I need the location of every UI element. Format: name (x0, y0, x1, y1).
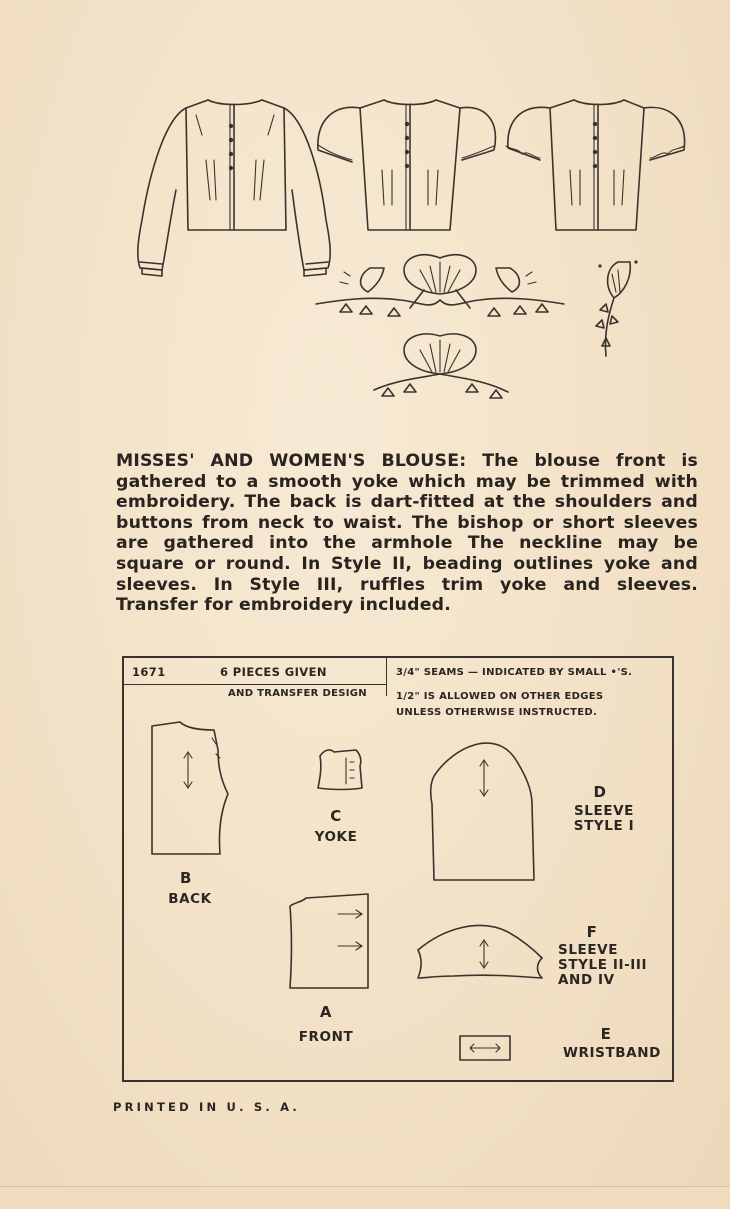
printed-in-usa: PRINTED IN U. S. A. (113, 1100, 300, 1114)
yoke-letter: C (330, 807, 342, 825)
blouse-style-i-back-view (138, 100, 330, 276)
back-label: BACK (168, 891, 212, 907)
embroidery-motif-top (316, 255, 564, 316)
blouse-style-ii-back-view (318, 100, 496, 230)
piece-sleeve-style-ii-iii-diagram (418, 926, 542, 978)
sleeve-style-ii-iii-letter: F (586, 923, 598, 941)
wristband-label: WRISTBAND (563, 1045, 661, 1061)
pattern-piece-diagrams (124, 658, 676, 1084)
piece-yoke-diagram (318, 750, 362, 790)
sleeve-style-i-letter: D (593, 783, 607, 801)
front-label: FRONT (298, 1029, 354, 1045)
piece-back-diagram (152, 722, 228, 854)
sleeve-style-i-label-line-2: STYLE I (573, 818, 635, 834)
envelope-bottom-edge (0, 1186, 730, 1209)
sleeve-style-ii-iii-label-line-1: SLEEVE (558, 942, 619, 958)
transfer-design: AND TRANSFER DESIGN (228, 688, 367, 699)
embroidery-motif-side (596, 260, 638, 356)
pattern-pieces-box (122, 656, 674, 1082)
description-body: The blouse front is gathered to a smooth yoke which may be trimmed with embroidery. The back is dart-fitted at the shoulders and buttons from neck to waist. The bishop or short sleeves are gathered into the armhole The neckline may be square or round. In Style II, beading outlines yoke and sleeves. In Style III, ruffles trim yoke and sleeves. Transfer for embroidery included. (116, 451, 698, 616)
sleeve-style-ii-iii-label-line-3: AND IV (558, 972, 615, 988)
wristband-letter: E (600, 1025, 612, 1043)
pattern-number: 1671 (132, 665, 166, 679)
piece-front-diagram (290, 894, 368, 988)
piece-wristband-diagram (460, 1036, 510, 1060)
seams-note-line-3: UNLESS OTHERWISE INSTRUCTED. (396, 707, 598, 718)
description-heading: MISSES' AND WOMEN'S BLOUSE: (116, 451, 467, 471)
pattern-description (116, 451, 698, 616)
pieces-given: 6 PIECES GIVEN (220, 665, 327, 679)
yoke-label: YOKE (314, 829, 358, 845)
blouse-style-iii-back-view (506, 100, 685, 230)
sleeve-style-ii-iii-label-line-2: STYLE II-III (558, 957, 648, 973)
blouse-illustrations (0, 0, 730, 430)
seams-note-line-2: 1/2" IS ALLOWED ON OTHER EDGES (396, 691, 604, 702)
seams-note-line-1: 3/4" SEAMS — INDICATED BY SMALL •'S. (396, 667, 633, 678)
back-letter: B (179, 869, 193, 887)
sleeve-style-i-label-line-1: SLEEVE (573, 803, 635, 819)
embroidery-motif-bottom (374, 334, 508, 398)
piece-sleeve-style-i-diagram (431, 743, 534, 880)
front-letter: A (319, 1003, 333, 1021)
